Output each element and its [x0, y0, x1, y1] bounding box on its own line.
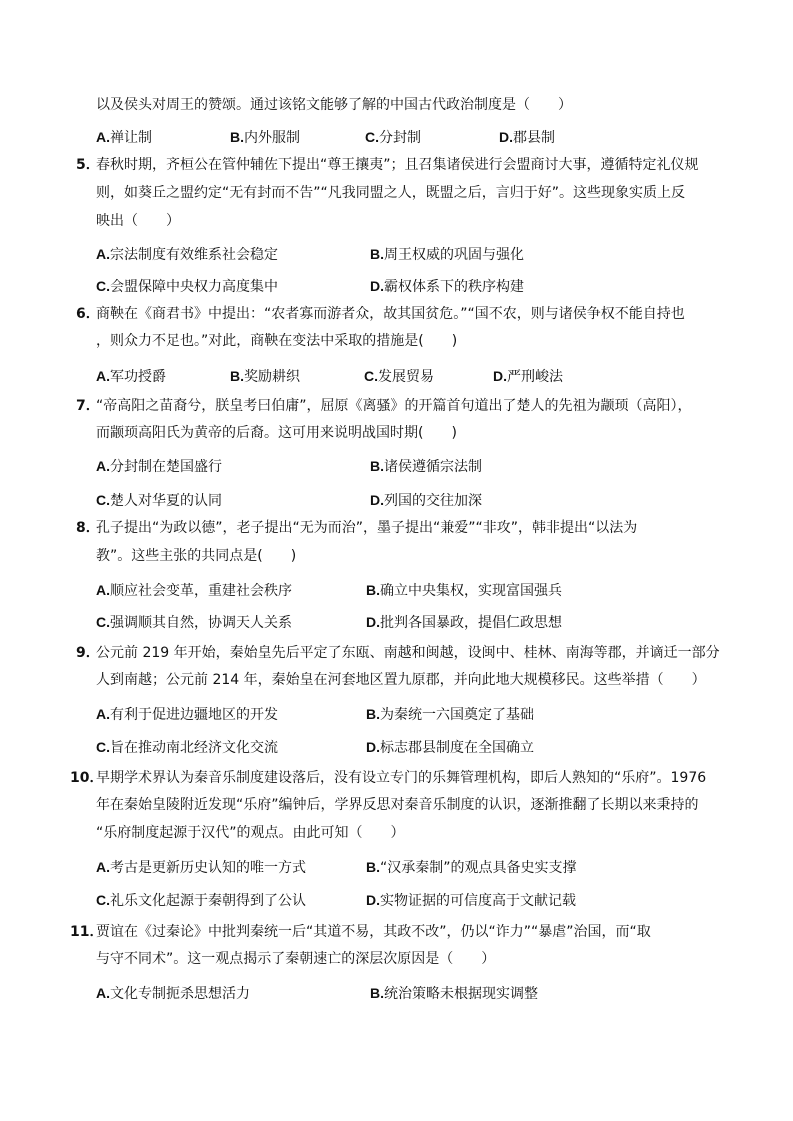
question-9-stem-line-1: 公元前 219 年开始，秦始皇先后平定了东瓯、南越和闽越，设闽中、桂林、南海等郡，并谪迁一部分: [96, 645, 720, 661]
question-10-option-d: D.实物证据的可信度高于文献记载: [366, 892, 576, 909]
question-7-option-a: A.分封制在楚国盛行: [96, 458, 222, 475]
question-4-option-b: B.内外服制: [230, 129, 300, 146]
question-5-stem-line-2: 则，如葵丘之盟约定“无有封而不告”“凡我同盟之人，既盟之后，言归于好”。这些现象实质上反: [96, 185, 686, 201]
question-10-stem-line-2: 年在秦始皇陵附近发现“乐府”编钟后，学界反思对秦音乐制度的认识，逐渐推翻了长期以来秉持的: [96, 797, 699, 813]
question-11-option-a: A.文化专制扼杀思想活力: [96, 985, 250, 1002]
question-7-number: 7．: [76, 398, 100, 414]
question-8-option-d: D.批判各国暴政，提倡仁政思想: [366, 614, 562, 631]
question-5-number: 5．: [76, 157, 100, 173]
question-4-option-d: D.郡县制: [499, 129, 555, 146]
question-11-stem-line-2: 与守不同术”。这一观点揭示了秦朝速亡的深层次原因是（ ）: [96, 951, 496, 967]
question-11-number: 11．: [70, 924, 104, 940]
question-11-option-b: B.统治策略未根据现实调整: [370, 985, 538, 1002]
question-4-continuation: 以及侯头对周王的赞颂。通过该铭文能够了解的中国古代政治制度是（ ）: [96, 97, 572, 113]
question-5-option-b: B.周王权威的巩固与强化: [370, 246, 524, 263]
question-8-option-b: B.确立中央集权，实现富国强兵: [366, 582, 562, 599]
question-6-option-a: A.军功授爵: [96, 368, 166, 385]
question-4-option-c: C.分封制: [365, 129, 421, 146]
question-4-option-a: A.禅让制: [96, 129, 152, 146]
question-5-option-a: A.宗法制度有效维系社会稳定: [96, 246, 278, 263]
question-10-stem-line-3: “乐府制度起源于汉代”的观点。由此可知（ ）: [96, 825, 405, 841]
question-6-stem-line-2: ，则众力不足也。”对此，商鞅在变法中采取的措施是( ): [96, 333, 458, 349]
question-8-option-a: A.顺应社会变革，重建社会秩序: [96, 582, 292, 599]
question-9-number: 9．: [76, 645, 100, 661]
question-7-stem-line-2: 而颛顼高阳氏为黄帝的后裔。这可用来说明战国时期( ): [96, 425, 457, 441]
question-10-option-a: A.考古是更新历史认知的唯一方式: [96, 859, 306, 876]
question-8-option-c: C.强调顺其自然，协调天人关系: [96, 614, 292, 631]
question-6-option-d: D.严刑峻法: [493, 368, 563, 385]
question-7-option-d: D.列国的交往加深: [370, 492, 482, 509]
question-10-option-c: C.礼乐文化起源于秦朝得到了公认: [96, 892, 306, 909]
question-9-option-a: A.有利于促进边疆地区的开发: [96, 706, 278, 723]
question-9-stem-line-2: 人到南越；公元前 214 年，秦始皇在河套地区置九原郡，并向此地大规模移民。这些举措（ ）: [96, 672, 706, 688]
question-5-option-c: C.会盟保障中央权力高度集中: [96, 278, 278, 295]
question-7-option-b: B.诸侯遵循宗法制: [370, 458, 482, 475]
question-6-option-c: C.发展贸易: [364, 368, 434, 385]
question-8-number: 8．: [76, 520, 100, 536]
question-7-option-c: C.楚人对华夏的认同: [96, 492, 222, 509]
question-6-number: 6．: [76, 306, 100, 322]
question-6-option-b: B.奖励耕织: [230, 368, 300, 385]
question-6-stem-line-1: 商鞅在《商君书》中提出：“农者寡而游者众，故其国贫危。”“国不农，则与诸侯争权不能自持也: [96, 306, 685, 322]
question-5-option-d: D.霸权体系下的秩序构建: [370, 278, 524, 295]
question-10-stem-line-1: 早期学术界认为秦音乐制度建设落后，没有设立专门的乐舞管理机构，即后人熟知的“乐府”。1976: [96, 770, 707, 786]
question-9-option-b: B.为秦统一六国奠定了基础: [366, 706, 534, 723]
question-8-stem-line-1: 孔子提出“为政以德”，老子提出“无为而治”，墨子提出“兼爱”“非攻”，韩非提出“以法为: [96, 520, 638, 536]
question-9-option-c: C.旨在推动南北经济文化交流: [96, 739, 278, 756]
question-5-stem-line-3: 映出（ ）: [96, 213, 180, 229]
question-8-stem-line-2: 教”。这些主张的共同点是( ): [96, 548, 297, 564]
question-9-option-d: D.标志郡县制度在全国确立: [366, 739, 534, 756]
question-10-number: 10．: [70, 770, 104, 786]
question-5-stem-line-1: 春秋时期，齐桓公在管仲辅佐下提出“尊王攘夷”；且召集诸侯进行会盟商讨大事，遵循特定礼仪规: [96, 157, 699, 173]
question-10-option-b: B.“汉承秦制”的观点具备史实支撑: [366, 859, 577, 876]
question-11-stem-line-1: 贾谊在《过秦论》中批判秦统一后“其道不易，其政不改”，仍以“诈力”“暴虐”治国，而“取: [96, 924, 651, 940]
question-7-stem-line-1: “帝高阳之苗裔兮，朕皇考曰伯庸”，屈原《离骚》的开篇首句道出了楚人的先祖为颛顼（高阳），: [96, 398, 692, 414]
